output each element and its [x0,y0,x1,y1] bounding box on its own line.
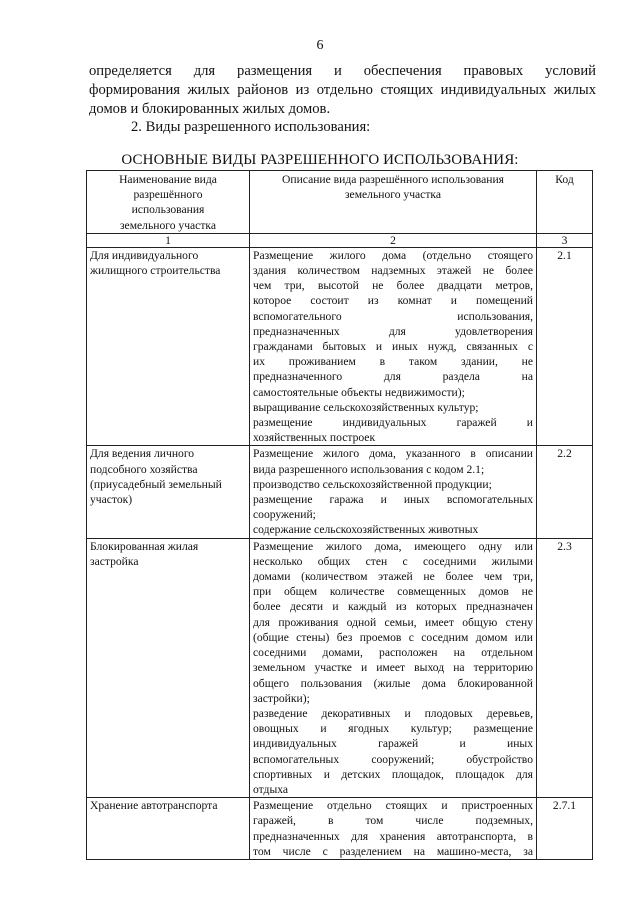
header-name [87,171,250,234]
use-description-line: Размещение жилого дома (отдельно стоящего [253,248,533,262]
use-code-cell: 2.3 [537,538,593,797]
use-description-line: здания количеством надземных этажей не более [253,264,533,278]
intro-line: домов и блокированных жилых домов. [89,101,331,117]
use-description-line: самостоятельные объекты недвижимости); [253,385,465,399]
intro-paragraph [89,62,596,119]
use-name-line: (приусадебный земельный [90,477,222,491]
table-row [87,247,593,446]
use-description-line: застройки); [253,691,310,705]
use-description-line: чем три, высотой не более двадцати метров, [253,279,533,293]
use-description-line: разведение декоративных и плодовых деревьев, [253,706,533,720]
use-name-cell [87,247,250,446]
use-description-line: спортивных и детских площадок, площадок для [253,767,533,781]
header-code: Код [537,171,593,234]
use-description-line: которое состоит из комнат и помещений [253,294,533,308]
permitted-uses-table [86,170,593,860]
header-text: использования [131,203,205,217]
use-description-line: (общие стены) без проемов с соседним домом или [253,630,533,644]
use-description-cell [250,538,537,797]
column-number: 1 [87,233,250,247]
use-description-line: производство сельскохозяйственной продукции; [253,477,492,491]
intro-line: формирования жилых районов из отдельно стоящих индивидуальных жилых [89,82,596,98]
header-text: земельного участка [344,188,442,202]
use-description-cell [250,798,537,860]
use-description-line: предназначенных для удовлетворения [253,324,533,338]
table-row [87,446,593,538]
use-description-cell [250,446,537,538]
use-description-line: выращивание сельскохозяйственных культур; [253,400,479,414]
use-description-line: гаражей, в том числе подземных, [253,814,533,828]
table-header-row [87,171,593,234]
use-name-cell [87,798,250,860]
use-description-line: при общем количестве совмещенных домов не [253,585,533,599]
use-description-line: соседними домами, расположен на отдельном [253,646,533,660]
use-description-line: хозяйственных построек [253,431,376,445]
use-code-cell: 2.7.1 [537,798,593,860]
header-text: земельного участка [119,218,217,232]
section-title: ОСНОВНЫЕ ВИДЫ РАЗРЕШЕННОГО ИСПОЛЬЗОВАНИЯ: [121,152,519,168]
use-description-line: предназначенного для раздела на [253,370,533,384]
use-name-line: застройка [90,554,139,568]
use-code-cell: 2.2 [537,446,593,538]
column-number-row [87,233,593,247]
use-name-line: Для индивидуального [90,248,199,262]
use-name-line: Для ведения личного [90,447,195,461]
use-description-line: вспомогательных сооружений; обустройство [253,752,533,766]
use-description-line: гражданами бытовых и иных нужд, связанных с [253,340,533,354]
use-description-line: земельном участке и имеет выход на территорию [253,661,533,675]
column-number: 2 [250,233,537,247]
use-description-line: размещение гаража и иных вспомогательных [253,493,533,507]
use-description-line: несколько общих стен с соседними жилыми [253,554,533,568]
list-item-permitted-uses: 2. Виды разрешенного использования: [131,119,371,135]
page-number: 6 [316,38,324,53]
use-description-line: для проживания одной семьи, имеет общую стену [253,615,533,629]
use-description-line: отдыха [253,782,289,796]
use-name-line: жилищного строительства [90,264,221,278]
table-row [87,538,593,797]
use-description-line: содержание сельскохозяйственных животных [253,523,479,537]
use-description-line: более десяти и каждый из которых предназначен [253,600,533,614]
header-text: Наименование вида [119,173,217,186]
intro-line: определяется для размещения и обеспечения правовых условий [89,63,596,79]
table-row [87,798,593,860]
use-description-line: Размещение жилого дома, указанного в описании [253,447,533,461]
header-description [250,171,537,234]
use-name-cell [87,538,250,797]
use-name-line: Хранение автотранспорта [90,799,218,813]
use-description-line: индивидуальных гаражей и иных [253,737,533,751]
column-number: 3 [537,233,593,247]
use-description-line: Размещение жилого дома, имеющего одну или [253,539,533,553]
use-name-line: подсобного хозяйства [90,462,198,476]
header-text: Описание вида разрешённого использования [282,173,504,186]
use-name-line: участок) [90,493,133,507]
use-description-line: том числе с разделением на машино-места, за [253,844,533,858]
use-description-line: вида разрешенного использования с кодом 2.1; [253,462,485,476]
use-name-cell [87,446,250,538]
use-description-line: их проживанием в таком здании, не [253,355,533,369]
use-description-line: домами (количеством этажей не более чем три, [253,570,533,584]
use-description-line: вспомогательного использования, [253,309,533,323]
use-description-line: размещение индивидуальных гаражей и [253,416,533,430]
use-description-line: предназначенных для хранения автотранспорта, в [253,829,533,843]
use-name-line: Блокированная жилая [90,539,199,553]
use-description-cell [250,247,537,446]
use-description-line: Размещение отдельно стоящих и пристроенных [253,799,533,813]
use-description-line: общего пользования (жилые дома блокированной [253,676,533,690]
header-text: разрешённого [133,188,203,202]
use-code-cell: 2.1 [537,247,593,446]
use-description-line: сооружений; [253,508,316,522]
use-description-line: овощных и ягодных культур; размещение [253,722,533,736]
table-body [87,247,593,859]
